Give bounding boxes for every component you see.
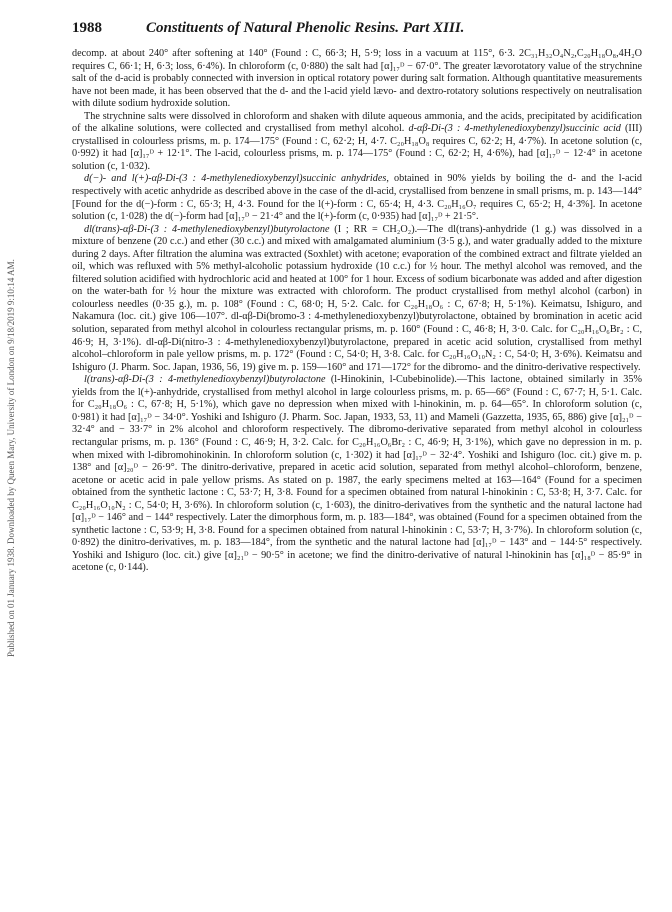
text-segment: (III) crystallised in colourless prisms, m. p. 174—175° (Found : C, 62·2; H, 4·7. C₂₀H₁₈O₈ requires C, 62·2; H, 4·7%). In acetone solution (c, 0·992) it had [α]₁₇ᴰ + 12·1°. The l-acid, colourless prisms, m. p. 174—175° (Found : C, 62·2; H, 4·6%), had [α]₁₇ᴰ − 12·4° in acetone solution (c, 1·032). <box>72 123 643 172</box>
publication-side-note <box>4 100 18 816</box>
italic-text-segment: l(trans)-αβ-Di-(3 : 4-methylenedioxybenzyl)butyrolactone <box>84 374 326 386</box>
article-body <box>72 48 642 575</box>
italic-text-segment: d(−)- and l(+)-αβ-Di-(3 : 4-methylenedioxybenzyl)succinic anhydrides <box>84 173 387 185</box>
paragraph <box>72 224 642 375</box>
paragraph <box>72 173 642 223</box>
text-segment: , obtained in 90% yields by boiling the d- and the l-acid respectively with acetic anhydride as described above in the case of the dl-acid, crystallised from benzene in small prisms, m. p. 143—144° [Found for the d(−)-form : C, 65·3; H, 4·3. Found for the l(+)-form : C, 65·4; H, 4·3. C₂₀H₁₆O₇ requires C, 65·2; H, 4·3%]. In acetone solution (c, 1·028) the d(−)-form had [α]₁₇ᴰ − 21·4° and the l(+)-form (c, 0·935) had [α]₁₇ᴰ + 21·5°. <box>72 173 642 223</box>
italic-text-segment: d-αβ-Di-(3 : 4-methylenedioxybenzyl)succinic acid <box>408 123 621 135</box>
running-title: Constituents of Natural Phenolic Resins. Part XIII. <box>146 20 465 36</box>
text-segment: decomp. at about 240° after softening at 140° (Found : C, 66·3; H, 5·9; loss in a vacuum at 115°, 6·3. 2C₃₁H₃₂O₄N₂,C₂₀H₁₈O₈,4H₂O requires C, 66·1; H, 6·3; loss, 6·4%). In chloroform (c, 0·880) the salt had [α]₁₇ᴰ − 67·0°. The greater lævorotatory value of the strychnine salt of the d-acid is probably connected with inversion in optical rotatory power during salt formation. Although quantitative measurements have not been made, it has been observed that the d- and the l-acid yield lævo- and dextro-rotatory solutions respectively on neutralisation with dilute sodium hydroxide solution. <box>72 48 642 110</box>
paragraph <box>72 374 642 575</box>
text-segment: The strychnine salts were dissolved in chloroform and shaken with dilute aqueous ammonia, and the acids, precipitated by acidification of the alkaline solutions, were collected and crystallised from methyl alcohol. <box>72 110 642 135</box>
page-number: 1988 <box>72 20 102 36</box>
paragraph <box>72 111 642 174</box>
text-segment: (l-Hinokinin, l-Cubebinolide).—This lactone, obtained similarly in 35% yields from the l(+)-anhydride, crystallised from methyl alcohol in large colourless prisms, m. p. 65—66° (Found : C, 67·7; H, 5·1. Calc. for C₂₀H₁₈O₆ : C, 67·8; H, 5·1%), which gave no depression when mixed with l-hinokinin, m. p. 64—65°. In chloroform solution (c, 0·981) it had [α]₁₇ᴰ − 34·0°. Yoshiki and Ishiguro (J. Pharm. Soc. Japan, 1933, 53, 11) and Mameli (Gazzetta, 1935, 65, 886) give [α]₂₁ᴰ − 32·4° and − 33·7° in 2% alcohol and chloroform respectively. The dibromo-derivative separated from methyl alcohol in colourless rectangular prisms, m. p. 136° (Found : C, 46·9; H, 3·2. Calc. for C₂₀H₁₆O₆Br₂ : C, 46·9; H, 3·1%), which gave no depression in m. p. when mixed with l-dibromohinokinin. In chloroform solution (c, 1·302) it had [α]₁₇ᴰ − 32·4°. Yoshiki and Ishiguro (loc. cit.) give m. p. 138° and [α]₂₀ᴰ − 26·9°. The dinitro-derivative, prepared in acetic acid solution, separated from methyl alcohol–chloroform, benzene, acetone or acetic acid in pale yellow prisms. As stated on p. 1987, the early specimens melted at 163—164° (Found for a specimen obtained from the synthetic lactone : C, 53·7; H, 3·8. Found for a specimen obtained from natural l-hinokinin : C, 53·8; H, 3·7. Calc. for C₂₀H₁₆O₁₀N₂ : C, 54·0; H, 3·6%). In chloroform solution (c, 1·603), the dinitro-derivatives from the synthetic and the natural lactone had [α]₁₇ᴰ − 146° and − 144° respectively. Later the dimorphous form, m. p. 183—184°, was obtained (Found for a specimen obtained from the synthetic lactone : C, 53·9; H, 3·8. Found for a specimen obtained from natural l-hinokinin : C, 53·7; H, 3·7%). In chloroform solution (c, 0·892) the dinitro-derivatives, m. p. 183—184°, from the synthetic and the natural lactone had [α]₁₇ᴰ − 143° and − 144·5° respectively. Yoshiki and Ishiguro (loc. cit.) give [α]₂₁ᴰ − 90·5° in acetone; we find the dinitro-derivative of natural l-hinokinin has [α]₁₈ᴰ − 85·9° in acetone (c, 0·144). <box>72 374 642 574</box>
italic-text-segment: dl(trans)-αβ-Di-(3 : 4-methylenedioxybenzyl)butyrolactone <box>84 223 330 235</box>
page-header <box>72 20 642 40</box>
paragraph <box>72 48 642 111</box>
text-segment: (I ; RR = CH₂O₂).—The dl(trans)-anhydride (1 g.) was dissolved in a mixture of benzene (20 c.c.) and ether (30 c.c.) and mixed with amalgamated aluminium (3·5 g.), and water gradually added to the mixture during 2 days. After filtration the alumina was extracted (Soxhlet) with acetone; evaporation of the combined extract and filtrate yielded an oil, which was refluxed with 5% methyl-alcoholic potassium hydroxide (10 c.c.) for ½ hour. The methyl alcohol was removed, and the filtered solution acidified with hydrochloric acid and heated at 100° for 1 hour. Excess of sodium bicarbonate was added and after digestion on the water-bath for ½ hour the mixture was extracted with chloroform. The product crystallised from methyl alcohol (carbon) in colourless needles (0·35 g.), m. p. 108° (Found : C, 68·0; H, 5·2. Calc. for C₂₀H₁₈O₆ : C, 67·8; H, 5·1%). Keimatsu, Ishiguro, and Nakamura (loc. cit.) give 106—107°. dl-αβ-Di(bromo-3 : 4-methylenedioxybenzyl)butyrolactone, obtained by bromination in acetic acid solution, separated from methyl alcohol in colourless rectangular prisms, m. p. 160° (Found : C, 46·8; H, 3·0. Calc. for C₂₀H₁₆O₆Br₂ : C, 46·9; H, 3·1%). dl-αβ-Di(nitro-3 : 4-methylenedioxybenzyl)butyrolactone, prepared in acetic acid solution, crystallised from methyl alcohol–chloroform in pale yellow prisms, m. p. 172° (Found : C, 54·0; H, 3·8. Calc. for C₂₀H₁₆O₁₀N₂ : C, 54·0; H, 3·6%). Keimatsu and Ishiguro (J. Pharm. Soc. Japan, 1936, 56, 19) give m. p. 159—160° and 171—172° for the dibromo- and the dinitro-derivative respectively. <box>72 223 642 373</box>
side-note-text: Published on 01 January 1938. Downloaded by Queen Mary, University of London on 9/18/2019 9:10:14 AM. <box>6 259 16 657</box>
